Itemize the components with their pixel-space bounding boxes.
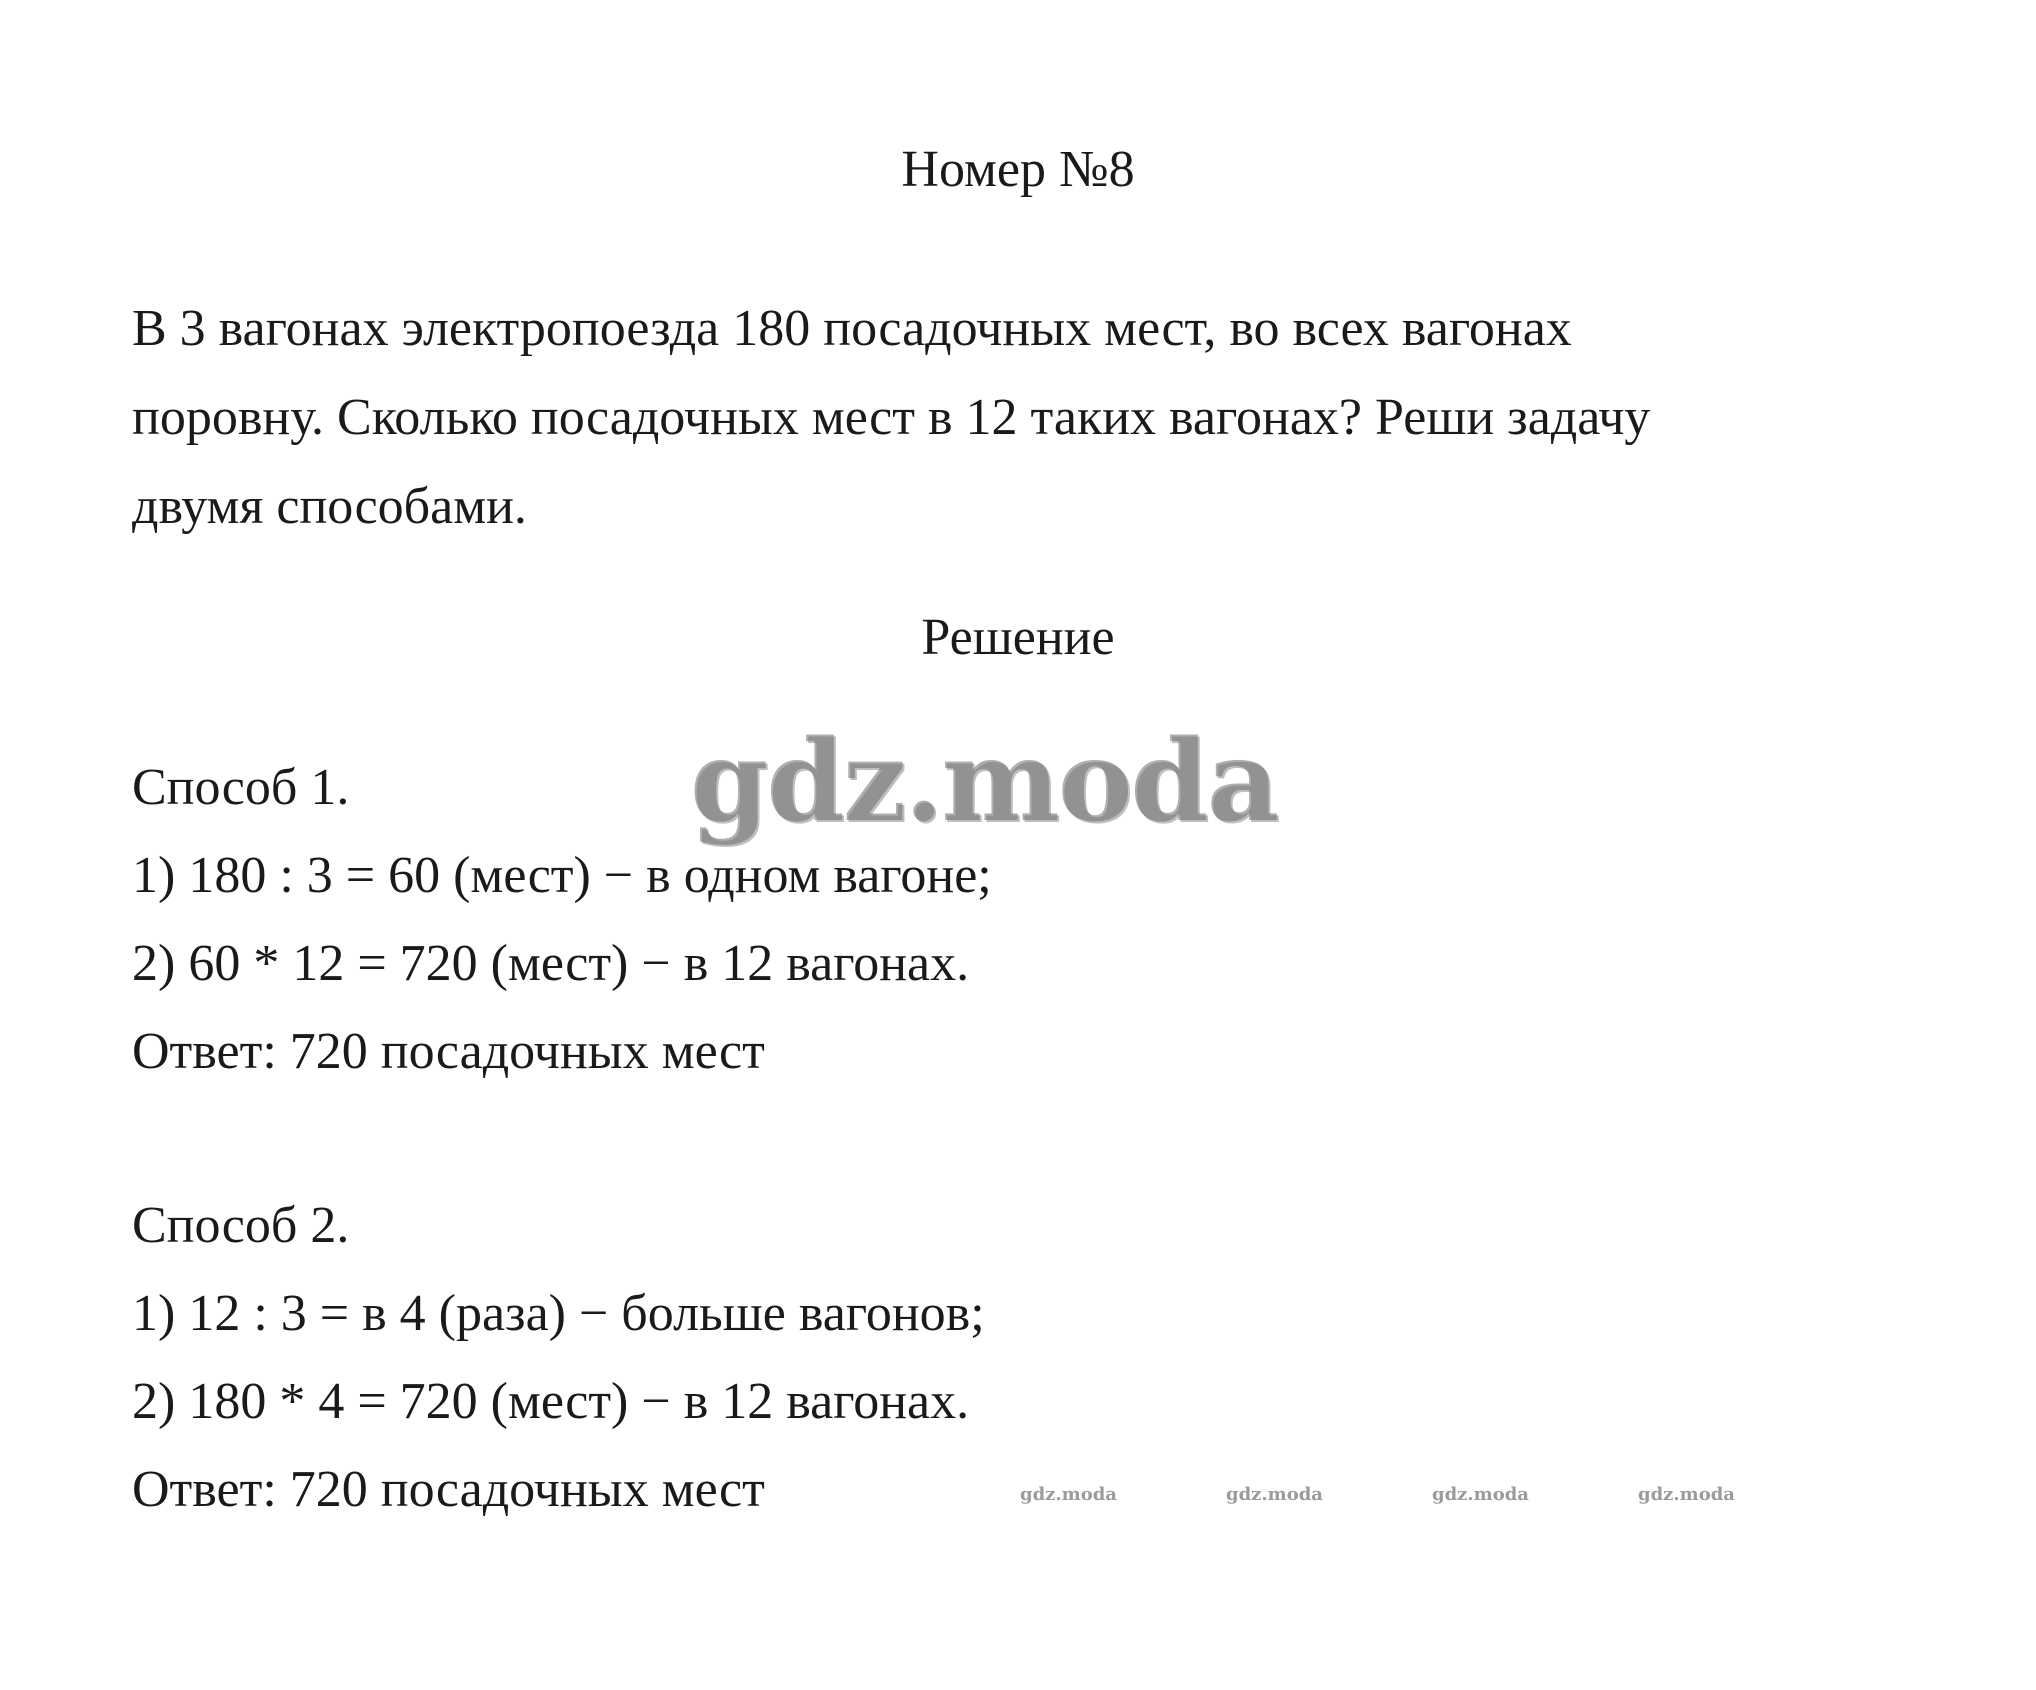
solution-heading: Решение xyxy=(921,609,1115,666)
method-2 xyxy=(132,1182,1832,1534)
watermark-small: gdz.moda xyxy=(1020,1484,1117,1505)
problem-line: двумя способами. xyxy=(132,478,527,535)
problem-line: В 3 вагонах электропоезда 180 посадочных мест, во всех вагонах xyxy=(132,300,1572,357)
method-1-step-2: 2) 60 * 12 = 720 (мест) − в 12 вагонах. xyxy=(132,935,970,992)
method-1-step-1: 1) 180 : 3 = 60 (мест) − в одном вагоне; xyxy=(132,847,992,904)
method-2-step-2: 2) 180 * 4 = 720 (мест) − в 12 вагонах. xyxy=(132,1373,970,1430)
problem-statement xyxy=(132,284,1922,551)
watermark-logo: gdz.moda xyxy=(690,716,1278,847)
method-1-heading: Способ 1. xyxy=(132,759,350,816)
page-title: Номер №8 xyxy=(901,141,1135,198)
watermark-small: gdz.moda xyxy=(1638,1484,1735,1505)
method-2-heading: Способ 2. xyxy=(132,1197,350,1254)
method-1-answer: Ответ: 720 посадочных мест xyxy=(132,1023,765,1080)
problem-line: поровну. Сколько посадочных мест в 12 таких вагонах? Реши задачу xyxy=(132,389,1651,446)
watermark-small: gdz.moda xyxy=(1226,1484,1323,1505)
method-2-answer: Ответ: 720 посадочных мест xyxy=(132,1461,765,1518)
method-2-step-1: 1) 12 : 3 = в 4 (раза) − больше вагонов; xyxy=(132,1285,985,1342)
watermark-small: gdz.moda xyxy=(1432,1484,1529,1505)
